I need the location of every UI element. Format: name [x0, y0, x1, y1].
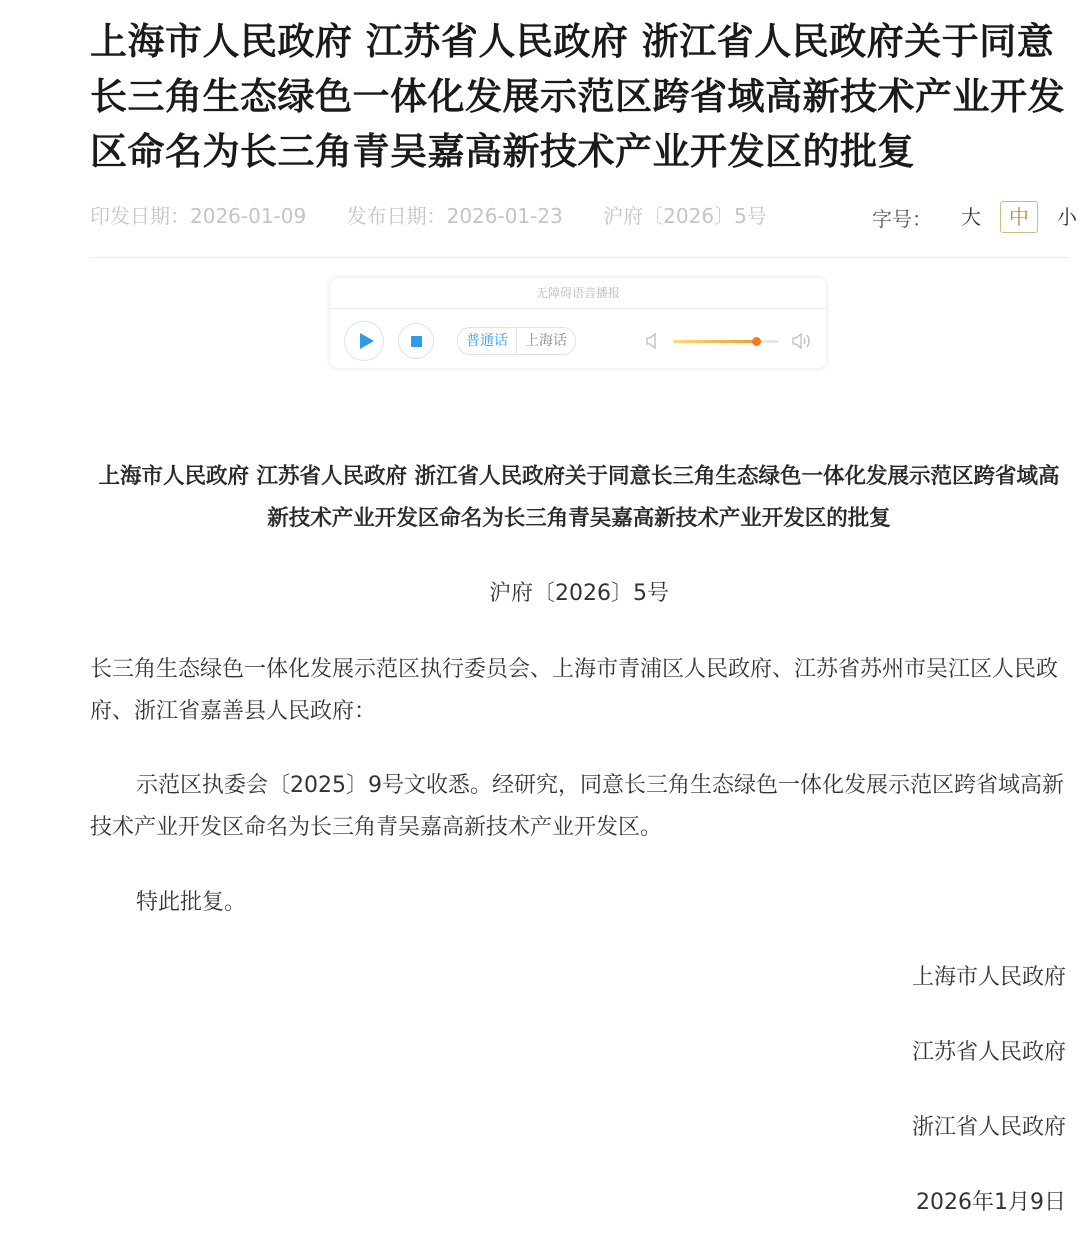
font-size-medium-button[interactable]: 中	[1000, 201, 1038, 233]
document-closing: 特此批复。	[136, 890, 247, 915]
article-meta	[90, 200, 801, 229]
audio-player	[330, 278, 826, 368]
play-icon[interactable]	[344, 321, 384, 361]
volume-knob[interactable]	[752, 337, 761, 346]
print-date: 印发日期：2026-01-09	[90, 204, 307, 228]
player-title: 无障碍语音播报	[330, 278, 826, 309]
document-heading: 上海市人民政府 江苏省人民政府 浙江省人民政府关于同意长三角生态绿色一体化发展示范区跨省域高新技术产业开发区命名为长三角青吴嘉高新技术产业开发区的批复	[98, 464, 1060, 531]
signatory-jiangsu: 江苏省人民政府	[911, 1040, 1066, 1065]
publish-date: 发布日期：2026-01-23	[346, 204, 563, 228]
volume-low-icon[interactable]	[646, 332, 660, 350]
document-body: 示范区执委会〔2025〕9号文收悉。经研究，同意长三角生态绿色一体化发展示范区跨省域高新技术产业开发区命名为长三角青吴嘉高新技术产业开发区。	[90, 773, 1064, 840]
font-size-switcher	[872, 201, 1080, 233]
signatory-zhejiang: 浙江省人民政府	[911, 1115, 1066, 1140]
volume-high-icon[interactable]	[792, 331, 814, 351]
volume-fill	[673, 340, 756, 343]
font-size-small-button[interactable]: 小	[1057, 205, 1077, 229]
volume-slider[interactable]	[673, 340, 779, 343]
document-date: 2026年1月9日	[916, 1190, 1066, 1215]
stop-icon[interactable]	[398, 323, 434, 359]
language-switcher	[457, 327, 576, 355]
language-mandarin-button[interactable]: 普通话	[458, 328, 517, 354]
document-number: 沪府〔2026〕5号	[489, 581, 669, 606]
language-shanghainese-button[interactable]: 上海话	[525, 333, 567, 349]
document-recipients: 长三角生态绿色一体化发展示范区执行委员会、上海市青浦区人民政府、江苏省苏州市吴江区人民政府、浙江省嘉善县人民政府：	[90, 657, 1059, 724]
header-divider	[90, 257, 1068, 258]
font-size-large-button[interactable]: 大	[961, 205, 981, 229]
article-title: 上海市人民政府 江苏省人民政府 浙江省人民政府关于同意长三角生态绿色一体化发展示范区跨省域高新技术产业开发区命名为长三角青吴嘉高新技术产业开发区的批复	[90, 20, 1065, 173]
font-size-label: 字号：	[872, 206, 932, 231]
meta-doc-number: 沪府〔2026〕5号	[603, 204, 767, 228]
signatory-shanghai: 上海市人民政府	[911, 965, 1066, 990]
